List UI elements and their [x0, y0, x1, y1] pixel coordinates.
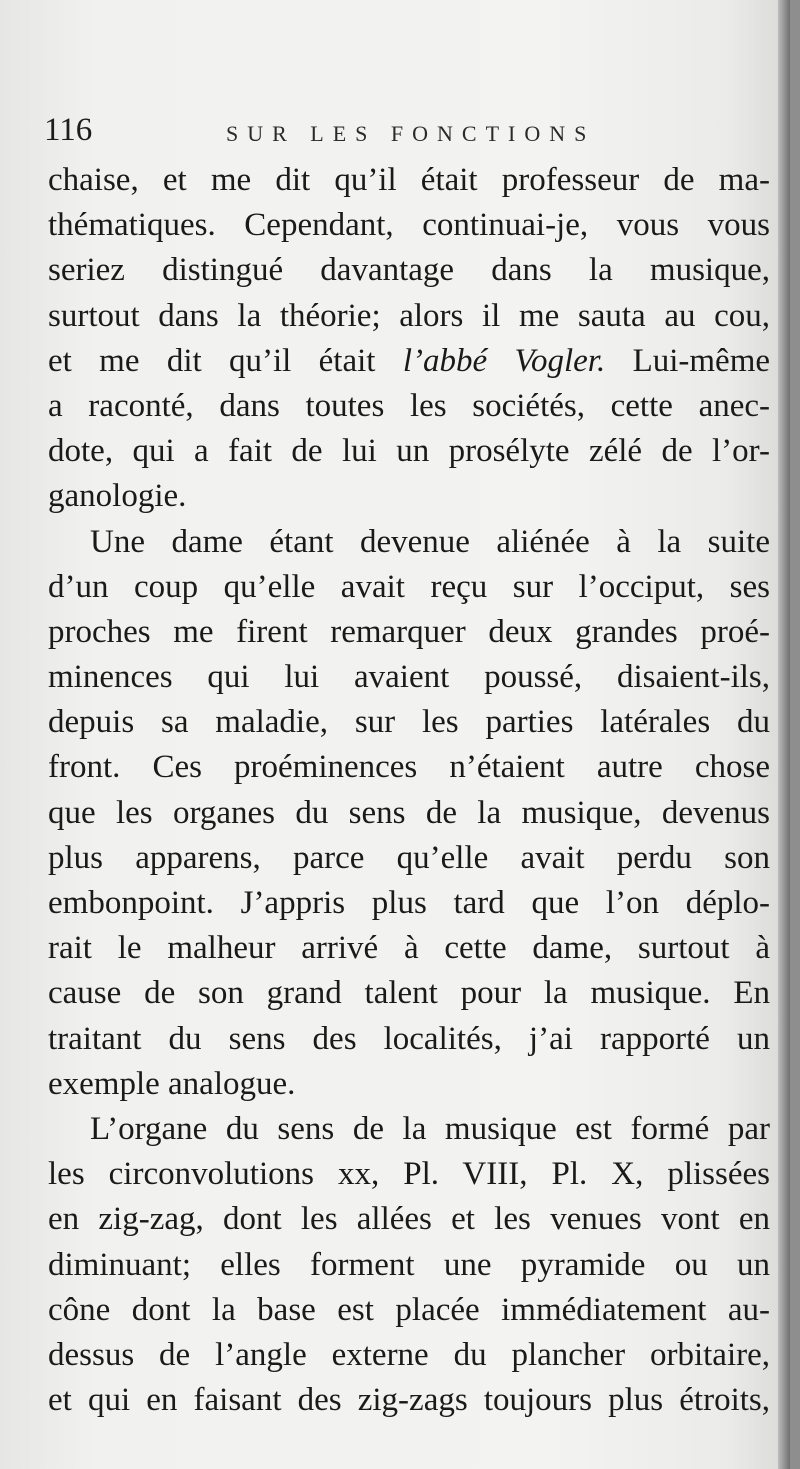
- text-line: dessus de l’angle externe du plancher orbitaire,: [48, 1336, 770, 1373]
- text-line: diminuant; elles forment une pyramide ou un: [48, 1246, 770, 1283]
- text-line: en zig-zag, dont les allées et les venues vont en: [48, 1201, 770, 1238]
- text-line: d’un coup qu’elle avait reçu sur l’occiput, ses: [48, 568, 770, 605]
- text-segment: Lui-même: [632, 342, 770, 379]
- text-line: plus apparens, parce qu’elle avait perdu son: [48, 839, 770, 876]
- text-line: ganologie.: [48, 478, 187, 515]
- text-line: surtout dans la théorie; alors il me sauta au cou,: [48, 297, 770, 334]
- text-segment: et me dit qu’il était: [48, 342, 376, 379]
- text-line-with-italic: [48, 339, 770, 384]
- text-line: seriez distingué davantage dans la musique,: [48, 252, 770, 289]
- page-header: [44, 112, 764, 152]
- text-line: a raconté, dans toutes les sociétés, cette anec-: [48, 387, 770, 424]
- page-number: 116: [44, 112, 93, 148]
- text-line: que les organes du sens de la musique, devenus: [48, 794, 770, 831]
- text-line: les circonvolutions xx, Pl. VIII, Pl. X, plissées: [48, 1156, 770, 1193]
- text-line: front. Ces proéminences n’étaient autre chose: [48, 749, 770, 786]
- running-head: SUR LES FONCTIONS: [226, 121, 596, 146]
- text-line: et qui en faisant des zig-zags toujours plus étroits,: [48, 1382, 770, 1419]
- body-text: [48, 158, 770, 1423]
- text-line: chaise, et me dit qu’il était professeur de ma-: [48, 162, 770, 198]
- text-line: minences qui lui avaient poussé, disaient-ils,: [48, 659, 770, 696]
- italic-name: l’abbé Vogler.: [402, 342, 606, 379]
- text-line: traitant du sens des localités, j’ai rapporté un: [48, 1020, 770, 1057]
- text-line: embonpoint. J’appris plus tard que l’on déplo-: [48, 885, 770, 921]
- text-line: L’organe du sens de la musique est formé par: [90, 1110, 770, 1147]
- page-edge-shadow: [778, 0, 790, 1469]
- text-line: Une dame étant devenue aliénée à la suite: [90, 523, 770, 560]
- text-line: depuis sa maladie, sur les parties latérales du: [48, 704, 770, 741]
- text-line: dote, qui a fait de lui un prosélyte zélé de l’or-: [48, 433, 770, 470]
- text-line: rait le malheur arrivé à cette dame, surtout à: [48, 930, 770, 967]
- text-line: proches me firent remarquer deux grandes proé-: [48, 613, 770, 650]
- text-line: cône dont la base est placée immédiatement au-: [48, 1291, 770, 1328]
- text-line: thématiques. Cependant, continuai-je, vous vous: [48, 207, 770, 244]
- text-line: exemple analogue.: [48, 1065, 296, 1102]
- text-line: cause de son grand talent pour la musique. En: [48, 975, 770, 1012]
